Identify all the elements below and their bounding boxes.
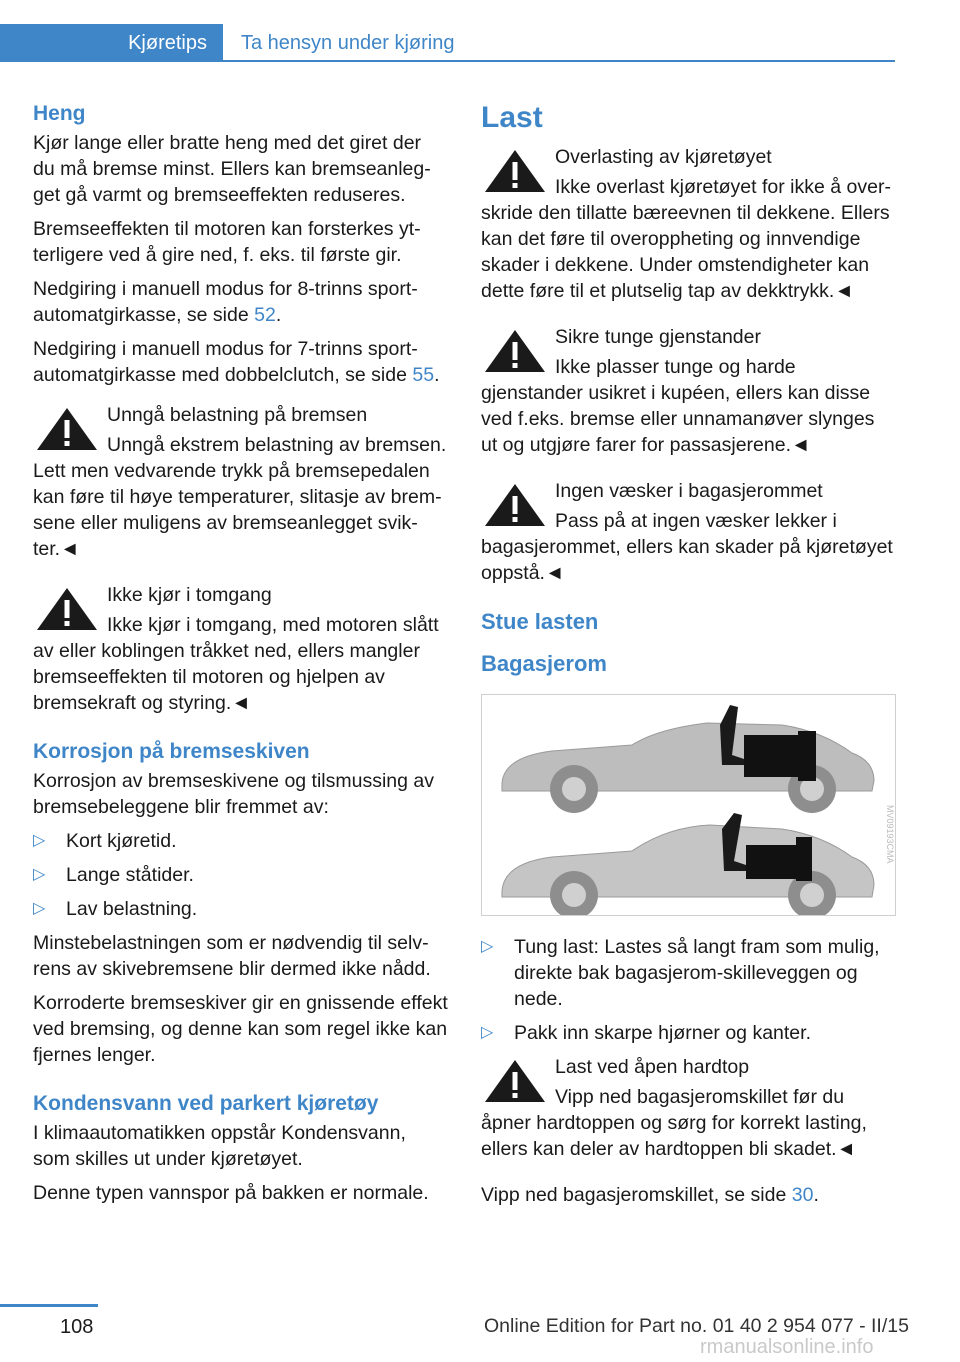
tab-kjoretips[interactable]: Kjøretips bbox=[0, 24, 223, 62]
warning-block bbox=[33, 582, 448, 716]
page-header bbox=[0, 0, 960, 64]
warning-title: Ingen væsker i bagasjerommet bbox=[555, 480, 823, 502]
paragraph: Nedgiring i manuell modus for 8-trinns sportautomatgirkasse, se side 52. bbox=[33, 278, 418, 326]
list-item: ▷ Lav belastning. bbox=[33, 896, 448, 922]
bullet-list bbox=[33, 828, 448, 922]
warning-triangle-icon bbox=[481, 1058, 555, 1108]
right-column bbox=[481, 100, 896, 1216]
warning-block bbox=[481, 1054, 896, 1162]
watermark: rmanualsonline.info bbox=[700, 1336, 874, 1358]
car-loading-figure bbox=[481, 694, 896, 916]
tab-section[interactable]: Ta hensyn under kjøring bbox=[241, 32, 455, 54]
page-link[interactable]: 30 bbox=[791, 1184, 814, 1206]
paragraph: Minstebelastningen som er nødvendig til selvrens av skivebremsene blir dermed ikke nådd. bbox=[33, 932, 431, 980]
warning-text: Pass på at ingen væsker lekker i bagasjerommet, ellers kan skader på kjøretøyet oppstå.◄ bbox=[481, 510, 893, 584]
header-rule bbox=[223, 60, 895, 62]
warning-triangle-icon bbox=[33, 586, 107, 636]
list-item: ▷ Pakk inn skarpe hjørner og kanter. bbox=[481, 1020, 896, 1046]
warning-block bbox=[481, 324, 896, 458]
page-link[interactable]: 55 bbox=[412, 364, 435, 386]
page-number: 108 bbox=[60, 1316, 94, 1338]
paragraph: Nedgiring i manuell modus for 7-trinns sportautomatgirkasse med dobbelclutch, se side 55. bbox=[33, 338, 440, 386]
list-item: ▷ Tung last: Lastes så langt fram som mulig, direkte bak bagasjerom-skilleveggen og nede. bbox=[481, 934, 896, 1012]
left-column bbox=[33, 100, 448, 1214]
paragraph: Denne typen vannspor på bakken er normale. bbox=[33, 1182, 429, 1204]
footer-rule bbox=[0, 1304, 98, 1307]
heading-bagasjerom: Bagasjerom bbox=[481, 651, 607, 676]
paragraph: Korrosjon av bremseskivene og tilsmussing av bremsebeleggene blir fremmet av: bbox=[33, 770, 435, 818]
warning-block bbox=[481, 144, 896, 304]
warning-title: Overlasting av kjøretøyet bbox=[555, 146, 772, 168]
warning-triangle-icon bbox=[481, 148, 555, 198]
list-item: ▷ Kort kjøretid. bbox=[33, 828, 448, 854]
paragraph: Bremseeffekten til motoren kan forsterkes ytterligere ved å gire ned, f. eks. til første gir. bbox=[33, 218, 421, 266]
heading-last: Last bbox=[481, 101, 543, 134]
warning-text: Ikke kjør i tomgang, med motoren slått av eller koblingen tråkket ned, ellers mangler bremseeffekten til motoren og hjelpen av bremsekraft og styring.◄ bbox=[33, 614, 439, 714]
warning-block bbox=[481, 478, 896, 586]
warning-text: Vipp ned bagasjeromskillet før du åpner hardtoppen og sørg for korrekt lasting, ellers kan deler av hardtoppen bli skadet.◄ bbox=[481, 1086, 867, 1160]
warning-title: Unngå belastning på bremsen bbox=[107, 404, 368, 426]
warning-text: Unngå ekstrem belastning av bremsen. Lett men vedvarende trykk på bremsepedalen kan føre til høye temperaturer, slitasje av bremsene eller muligens av bremseanlegget svikter.◄ bbox=[33, 434, 447, 560]
warning-block bbox=[33, 402, 448, 562]
paragraph: Vipp ned bagasjeromskillet, se side 30. bbox=[481, 1184, 819, 1206]
paragraph: I klimaautomatikken oppstår Kondensvann, som skilles ut under kjøretøyet. bbox=[33, 1122, 406, 1170]
heading-kondensvann: Kondensvann ved parkert kjøretøy bbox=[33, 1092, 379, 1115]
heading-korrosjon: Korrosjon på bremseskiven bbox=[33, 740, 310, 763]
warning-triangle-icon bbox=[481, 482, 555, 532]
list-item: ▷ Lange ståtider. bbox=[33, 862, 448, 888]
warning-title: Last ved åpen hardtop bbox=[555, 1056, 750, 1078]
car-illustration bbox=[482, 695, 895, 915]
heading-heng: Heng bbox=[33, 102, 86, 125]
bullet-list bbox=[481, 934, 896, 1046]
warning-triangle-icon bbox=[481, 328, 555, 378]
page-link[interactable]: 52 bbox=[254, 304, 276, 326]
warning-title: Sikre tunge gjenstander bbox=[555, 326, 761, 348]
warning-text: Ikke overlast kjøretøyet for ikke å overskride den tillatte bæreevnen til dekkene. Ellers kan det føre til overoppheting og innvendige skader i dekkene. Under omstendigheter kan dette føre til et plutselig tap av dekktrykk.◄ bbox=[481, 176, 891, 302]
heading-stue-lasten: Stue lasten bbox=[481, 609, 599, 634]
paragraph: Korroderte bremseskiver gir en gnissende effekt ved bremsing, og denne kan som regel ikke kan fjernes lenger. bbox=[33, 992, 448, 1066]
figure-code: MV09193CMA bbox=[885, 805, 895, 864]
warning-title: Ikke kjør i tomgang bbox=[107, 584, 272, 606]
warning-text: Ikke plasser tunge og harde gjenstander usikret i kupéen, ellers kan disse ved f.eks. bremse eller unnamanøver slynges ut og utgjøre farer for passasjerene.◄ bbox=[481, 356, 875, 456]
paragraph: Kjør lange eller bratte heng med det giret der du må bremse minst. Ellers kan bremseanlegget gå varmt og bremseeffekten reduseres. bbox=[33, 132, 431, 206]
edition-text: Online Edition for Part no. 01 40 2 954 077 - II/15 bbox=[484, 1315, 909, 1337]
warning-triangle-icon bbox=[33, 406, 107, 456]
